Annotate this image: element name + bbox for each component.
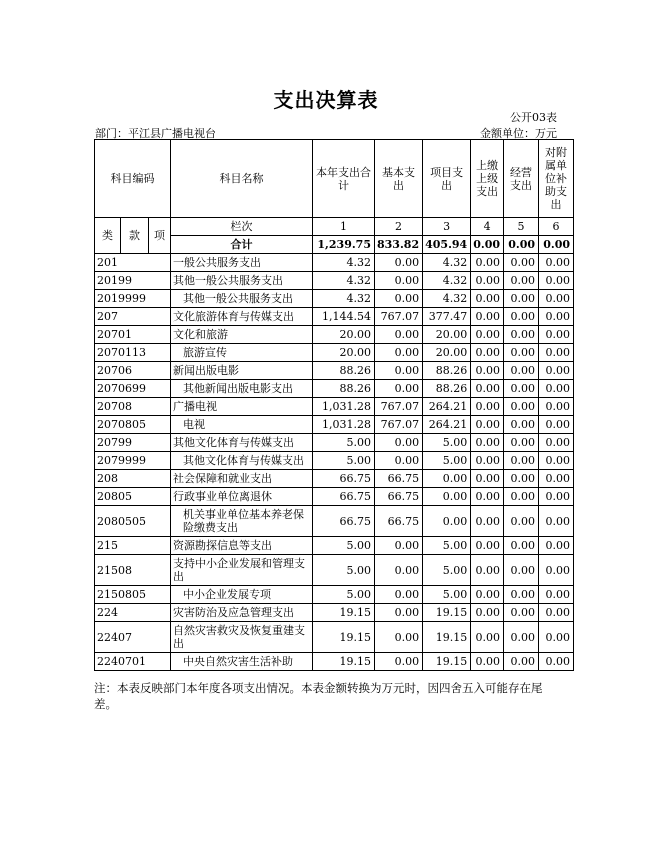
total-value: 0.00 [539, 236, 574, 254]
column-number: 6 [539, 218, 574, 236]
row-operate: 0.00 [504, 398, 539, 416]
row-project: 0.00 [423, 506, 471, 537]
row-operate: 0.00 [504, 434, 539, 452]
column-number: 2 [375, 218, 423, 236]
row-total: 20.00 [313, 326, 375, 344]
row-total: 66.75 [313, 506, 375, 537]
row-upper: 0.00 [471, 555, 504, 586]
row-upper: 0.00 [471, 416, 504, 434]
row-upper: 0.00 [471, 326, 504, 344]
row-total: 5.00 [313, 434, 375, 452]
row-affiliate: 0.00 [539, 398, 574, 416]
row-code: 2150805 [95, 586, 171, 604]
row-basic: 0.00 [375, 537, 423, 555]
lanci-label: 栏次 [171, 218, 313, 236]
row-basic: 767.07 [375, 308, 423, 326]
row-basic: 0.00 [375, 555, 423, 586]
row-total: 19.15 [313, 604, 375, 622]
row-project: 5.00 [423, 452, 471, 470]
table-row [95, 344, 574, 362]
row-project: 20.00 [423, 326, 471, 344]
row-project: 4.32 [423, 272, 471, 290]
row-operate: 0.00 [504, 308, 539, 326]
row-basic: 0.00 [375, 622, 423, 653]
total-value: 833.82 [375, 236, 423, 254]
row-operate: 0.00 [504, 416, 539, 434]
row-total: 88.26 [313, 380, 375, 398]
row-affiliate: 0.00 [539, 416, 574, 434]
table-row [95, 272, 574, 290]
header-code: 科目编码 [95, 140, 171, 218]
row-affiliate: 0.00 [539, 434, 574, 452]
row-code: 2019999 [95, 290, 171, 308]
row-project: 5.00 [423, 537, 471, 555]
row-operate: 0.00 [504, 326, 539, 344]
header-total: 本年支出合计 [313, 140, 375, 218]
row-total: 5.00 [313, 586, 375, 604]
row-affiliate: 0.00 [539, 537, 574, 555]
header-affiliate: 对附属单位补助支出 [539, 140, 574, 218]
row-total: 66.75 [313, 488, 375, 506]
row-code: 207 [95, 308, 171, 326]
row-project: 264.21 [423, 398, 471, 416]
row-operate: 0.00 [504, 452, 539, 470]
row-name: 新闻出版电影 [171, 362, 313, 380]
row-total: 20.00 [313, 344, 375, 362]
row-total: 1,031.28 [313, 398, 375, 416]
row-code: 20199 [95, 272, 171, 290]
row-upper: 0.00 [471, 272, 504, 290]
row-code: 20708 [95, 398, 171, 416]
table-row [95, 326, 574, 344]
header-name: 科目名称 [171, 140, 313, 218]
table-row [95, 488, 574, 506]
row-affiliate: 0.00 [539, 308, 574, 326]
column-number-row [95, 218, 574, 236]
table-row [95, 555, 574, 586]
row-basic: 0.00 [375, 272, 423, 290]
table-row [95, 506, 574, 537]
row-affiliate: 0.00 [539, 326, 574, 344]
row-name: 广播电视 [171, 398, 313, 416]
row-basic: 0.00 [375, 380, 423, 398]
header-operate: 经营支出 [504, 140, 539, 218]
row-upper: 0.00 [471, 308, 504, 326]
row-upper: 0.00 [471, 398, 504, 416]
row-operate: 0.00 [504, 586, 539, 604]
unit-label: 金额单位：万元 [480, 127, 557, 140]
row-basic: 66.75 [375, 506, 423, 537]
row-basic: 66.75 [375, 488, 423, 506]
row-operate: 0.00 [504, 537, 539, 555]
total-label: 合计 [171, 236, 313, 254]
row-total: 4.32 [313, 290, 375, 308]
row-name: 中小企业发展专项 [171, 586, 313, 604]
row-operate: 0.00 [504, 622, 539, 653]
page-title: 支出决算表 [273, 88, 379, 112]
row-upper: 0.00 [471, 380, 504, 398]
row-upper: 0.00 [471, 452, 504, 470]
row-name: 一般公共服务支出 [171, 254, 313, 272]
row-name: 文化和旅游 [171, 326, 313, 344]
row-operate: 0.00 [504, 290, 539, 308]
row-name: 自然灾害救灾及恢复重建支出 [171, 622, 313, 653]
table-row [95, 254, 574, 272]
row-code: 2070699 [95, 380, 171, 398]
row-project: 0.00 [423, 470, 471, 488]
header-kuan: 款 [121, 218, 149, 254]
row-name: 其他文化体育与传媒支出 [171, 434, 313, 452]
department-label: 部门：平江县广播电视台 [95, 127, 216, 140]
table-row [95, 604, 574, 622]
row-name: 其他一般公共服务支出 [171, 290, 313, 308]
form-code: 公开03表 [510, 111, 557, 124]
row-code: 2070805 [95, 416, 171, 434]
row-operate: 0.00 [504, 653, 539, 671]
table-row [95, 290, 574, 308]
row-affiliate: 0.00 [539, 452, 574, 470]
row-basic: 0.00 [375, 254, 423, 272]
row-basic: 0.00 [375, 604, 423, 622]
header-xiang: 项 [149, 218, 171, 254]
column-number: 1 [313, 218, 375, 236]
row-code: 20799 [95, 434, 171, 452]
row-operate: 0.00 [504, 488, 539, 506]
row-code: 20706 [95, 362, 171, 380]
row-basic: 0.00 [375, 290, 423, 308]
row-total: 66.75 [313, 470, 375, 488]
row-project: 20.00 [423, 344, 471, 362]
row-affiliate: 0.00 [539, 604, 574, 622]
row-total: 4.32 [313, 272, 375, 290]
row-operate: 0.00 [504, 344, 539, 362]
row-project: 5.00 [423, 434, 471, 452]
row-upper: 0.00 [471, 537, 504, 555]
row-code: 224 [95, 604, 171, 622]
row-name: 其他文化体育与传媒支出 [171, 452, 313, 470]
table-row [95, 398, 574, 416]
row-operate: 0.00 [504, 470, 539, 488]
header-row [95, 140, 574, 218]
row-project: 19.15 [423, 653, 471, 671]
row-affiliate: 0.00 [539, 622, 574, 653]
row-project: 88.26 [423, 362, 471, 380]
row-project: 19.15 [423, 622, 471, 653]
row-code: 201 [95, 254, 171, 272]
row-affiliate: 0.00 [539, 272, 574, 290]
row-basic: 0.00 [375, 326, 423, 344]
row-code: 20701 [95, 326, 171, 344]
row-project: 88.26 [423, 380, 471, 398]
row-total: 1,031.28 [313, 416, 375, 434]
row-code: 2070113 [95, 344, 171, 362]
total-value: 1,239.75 [313, 236, 375, 254]
row-affiliate: 0.00 [539, 290, 574, 308]
row-upper: 0.00 [471, 604, 504, 622]
row-project: 5.00 [423, 586, 471, 604]
row-total: 19.15 [313, 622, 375, 653]
header-project: 项目支出 [423, 140, 471, 218]
row-name: 机关事业单位基本养老保险缴费支出 [171, 506, 313, 537]
row-basic: 0.00 [375, 586, 423, 604]
column-number: 5 [504, 218, 539, 236]
row-basic: 767.07 [375, 398, 423, 416]
row-upper: 0.00 [471, 586, 504, 604]
row-upper: 0.00 [471, 470, 504, 488]
row-code: 20805 [95, 488, 171, 506]
table-row [95, 586, 574, 604]
row-code: 215 [95, 537, 171, 555]
row-affiliate: 0.00 [539, 653, 574, 671]
row-name: 行政事业单位离退休 [171, 488, 313, 506]
row-project: 264.21 [423, 416, 471, 434]
row-basic: 0.00 [375, 344, 423, 362]
header-lei: 类 [95, 218, 121, 254]
column-number: 3 [423, 218, 471, 236]
row-name: 旅游宣传 [171, 344, 313, 362]
row-operate: 0.00 [504, 362, 539, 380]
row-affiliate: 0.00 [539, 586, 574, 604]
table-row [95, 470, 574, 488]
row-total: 19.15 [313, 653, 375, 671]
header-basic: 基本支出 [375, 140, 423, 218]
row-name: 其他新闻出版电影支出 [171, 380, 313, 398]
row-affiliate: 0.00 [539, 488, 574, 506]
row-upper: 0.00 [471, 622, 504, 653]
table-row [95, 362, 574, 380]
row-code: 21508 [95, 555, 171, 586]
row-affiliate: 0.00 [539, 254, 574, 272]
row-code: 2240701 [95, 653, 171, 671]
total-value: 0.00 [504, 236, 539, 254]
row-upper: 0.00 [471, 254, 504, 272]
row-name: 社会保障和就业支出 [171, 470, 313, 488]
footnote: 注：本表反映部门本年度各项支出情况。本表金额转换为万元时，因四舍五入可能存在尾差。 [94, 681, 543, 711]
row-affiliate: 0.00 [539, 555, 574, 586]
row-project: 0.00 [423, 488, 471, 506]
row-project: 377.47 [423, 308, 471, 326]
row-affiliate: 0.00 [539, 506, 574, 537]
table-row [95, 452, 574, 470]
total-value: 405.94 [423, 236, 471, 254]
row-total: 5.00 [313, 537, 375, 555]
row-affiliate: 0.00 [539, 380, 574, 398]
table-row [95, 622, 574, 653]
row-name: 中央自然灾害生活补助 [171, 653, 313, 671]
row-basic: 0.00 [375, 452, 423, 470]
row-affiliate: 0.00 [539, 470, 574, 488]
row-total: 4.32 [313, 254, 375, 272]
row-operate: 0.00 [504, 254, 539, 272]
table-row [95, 308, 574, 326]
header-upper: 上缴上级支出 [471, 140, 504, 218]
row-total: 88.26 [313, 362, 375, 380]
table-row [95, 537, 574, 555]
total-value: 0.00 [471, 236, 504, 254]
row-project: 4.32 [423, 290, 471, 308]
row-name: 文化旅游体育与传媒支出 [171, 308, 313, 326]
row-upper: 0.00 [471, 506, 504, 537]
row-upper: 0.00 [471, 362, 504, 380]
row-upper: 0.00 [471, 344, 504, 362]
row-project: 4.32 [423, 254, 471, 272]
table-row [95, 380, 574, 398]
row-name: 灾害防治及应急管理支出 [171, 604, 313, 622]
row-operate: 0.00 [504, 272, 539, 290]
row-basic: 0.00 [375, 434, 423, 452]
row-operate: 0.00 [504, 555, 539, 586]
row-basic: 66.75 [375, 470, 423, 488]
row-code: 2080505 [95, 506, 171, 537]
row-affiliate: 0.00 [539, 362, 574, 380]
row-code: 22407 [95, 622, 171, 653]
row-basic: 0.00 [375, 362, 423, 380]
row-project: 5.00 [423, 555, 471, 586]
row-code: 2079999 [95, 452, 171, 470]
row-operate: 0.00 [504, 506, 539, 537]
table-row [95, 653, 574, 671]
row-total: 5.00 [313, 555, 375, 586]
row-upper: 0.00 [471, 290, 504, 308]
expenditure-table [94, 139, 574, 671]
table-row [95, 434, 574, 452]
row-upper: 0.00 [471, 653, 504, 671]
row-operate: 0.00 [504, 604, 539, 622]
row-affiliate: 0.00 [539, 344, 574, 362]
row-name: 电视 [171, 416, 313, 434]
row-operate: 0.00 [504, 380, 539, 398]
column-number: 4 [471, 218, 504, 236]
row-name: 支持中小企业发展和管理支出 [171, 555, 313, 586]
row-project: 19.15 [423, 604, 471, 622]
row-name: 其他一般公共服务支出 [171, 272, 313, 290]
row-name: 资源勘探信息等支出 [171, 537, 313, 555]
row-code: 208 [95, 470, 171, 488]
row-upper: 0.00 [471, 434, 504, 452]
row-basic: 767.07 [375, 416, 423, 434]
row-basic: 0.00 [375, 653, 423, 671]
row-upper: 0.00 [471, 488, 504, 506]
row-total: 5.00 [313, 452, 375, 470]
row-total: 1,144.54 [313, 308, 375, 326]
table-row [95, 416, 574, 434]
